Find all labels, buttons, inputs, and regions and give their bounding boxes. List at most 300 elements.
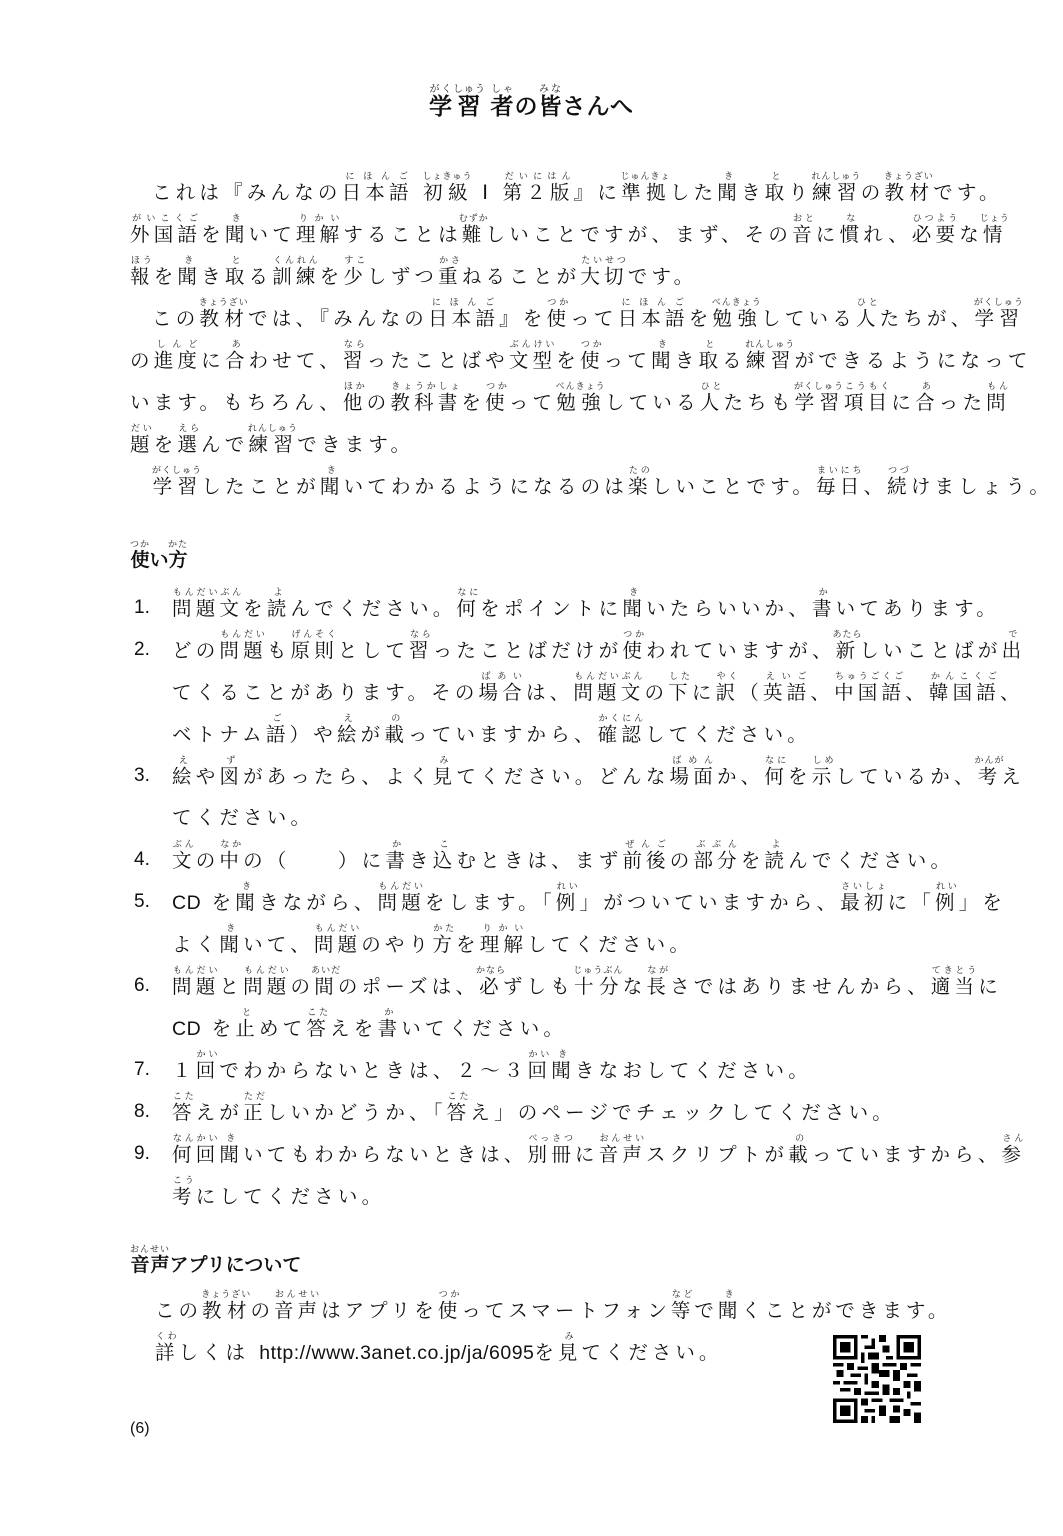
- text-run: が: [360, 723, 385, 746]
- ruby-word: 取と: [698, 340, 723, 372]
- ruby-word: 聞き: [235, 882, 259, 914]
- usage-item-6: [172, 966, 1002, 1007]
- ruby-word: 合あ: [915, 382, 939, 414]
- ruby-word: 適当てきとう: [930, 966, 979, 998]
- usage-item-2-line3: [172, 714, 932, 755]
- ruby-word: 問もん: [986, 382, 1010, 414]
- ruby-word: 場合ばあい: [478, 672, 526, 704]
- usage-item-7: [172, 1050, 932, 1091]
- ruby-word: 訓練くんれん: [272, 256, 320, 288]
- text-run: たちも: [723, 391, 795, 414]
- intro-p1-line2: [130, 214, 1010, 255]
- text-run: Ⅰ: [471, 181, 503, 204]
- ruby-word: 間あいだ: [311, 966, 342, 998]
- ruby-word: 場面ばめん: [669, 756, 717, 788]
- text-run: ったことばだけが: [432, 639, 623, 662]
- text-run: さんへ: [562, 94, 635, 120]
- usage-item-3-line2: [172, 798, 932, 838]
- text-run: ずしも: [502, 975, 574, 998]
- ruby-word: 重かさ: [438, 256, 462, 288]
- text-run: に: [891, 391, 916, 414]
- text-run: んでください。: [290, 597, 457, 620]
- ruby-word: 項目こうもく: [843, 382, 892, 414]
- usage-item-1: [172, 588, 1000, 629]
- text-run: CD: [172, 892, 202, 914]
- ruby-word: 見み: [557, 1332, 582, 1364]
- ruby-word: 習しゅう: [452, 84, 486, 120]
- ruby-word: 文型ぶんけい: [508, 340, 557, 372]
- usage-item-8: [172, 1092, 932, 1133]
- ruby-word: 聞き: [224, 214, 249, 246]
- ruby-word: 慣な: [839, 214, 864, 246]
- text-run: を: [153, 433, 178, 456]
- text-run: でわからないときは、２～３: [219, 1059, 528, 1082]
- ruby-word: 考こう: [172, 1176, 196, 1208]
- ruby-word: 問題もんだい: [243, 966, 291, 998]
- text-run: に: [574, 1143, 599, 1166]
- text-run: の（ ）に: [243, 849, 386, 872]
- ruby-word: 問題もんだい: [313, 924, 362, 956]
- ruby-word: 使つか: [130, 540, 151, 571]
- ruby-word: 教材きょうざい: [198, 298, 249, 330]
- text-run: んでください。: [788, 849, 955, 872]
- text-run: を: [534, 1341, 558, 1364]
- ruby-word: 下した: [668, 672, 692, 704]
- text-run: か、: [716, 765, 765, 788]
- ruby-word: 合あ: [224, 340, 249, 372]
- item-number: 3.: [134, 765, 150, 786]
- text-run: を: [461, 391, 486, 414]
- ruby-word: 止と: [235, 1008, 259, 1040]
- ruby-word: 回かい: [195, 1050, 220, 1082]
- ruby-word: 楽たの: [627, 466, 652, 498]
- audio-app-line1: [155, 1290, 951, 1331]
- text-run: る: [722, 349, 746, 372]
- text-run: き: [201, 265, 225, 288]
- intro-p1-line3: [130, 256, 930, 297]
- qr-code-icon: [833, 1335, 921, 1423]
- usage-item-2: [172, 630, 1026, 671]
- text-run: いて: [248, 223, 296, 246]
- text-run: CD: [172, 1018, 202, 1040]
- text-run: スクリプトが: [646, 1143, 789, 1166]
- text-run: いたらいいか、: [646, 597, 812, 620]
- ruby-word: 別冊べっさつ: [527, 1134, 575, 1166]
- ruby-word: 使つか: [579, 340, 604, 372]
- ruby-word: 新あたら: [832, 630, 863, 662]
- ruby-word: 使つか: [622, 630, 647, 662]
- text-run: 』を: [499, 307, 547, 330]
- text-run: と: [219, 975, 244, 998]
- ruby-word: 長なが: [646, 966, 671, 998]
- text-run: を: [243, 597, 267, 620]
- ruby-word: 習なら: [409, 630, 433, 662]
- text-run: があったら、よく: [243, 765, 433, 788]
- ruby-word: 正ただ: [243, 1092, 267, 1124]
- ruby-word: 読よ: [266, 588, 291, 620]
- text-run: のポーズは、: [337, 975, 480, 998]
- ruby-word: 学がく: [428, 84, 453, 120]
- ruby-word: 人ひと: [699, 382, 724, 414]
- ruby-word: 書か: [811, 588, 836, 620]
- text-run: ）や: [289, 723, 337, 746]
- text-run: では、『みんなの: [248, 307, 428, 330]
- ruby-word: 問題もんだい: [219, 630, 267, 662]
- ruby-word: 日本語にほんご: [617, 298, 689, 330]
- ruby-word: 読よ: [764, 840, 789, 872]
- text-run: している: [604, 391, 700, 414]
- text-run: できます。: [297, 433, 415, 456]
- ruby-word: 勉強べんきょう: [555, 382, 606, 414]
- ruby-word: 書か: [385, 840, 410, 872]
- text-run: えが: [195, 1101, 244, 1124]
- ruby-word: 必要ひつよう: [911, 214, 960, 246]
- text-run: ねることが: [461, 265, 581, 288]
- text-run: この: [152, 307, 200, 330]
- usage-item-2-line2: [172, 672, 1024, 713]
- text-run: めて: [258, 1017, 307, 1040]
- ruby-word: 第２版だいにはん: [502, 172, 574, 204]
- ruby-word: 問題文もんだいぶん: [573, 672, 645, 704]
- ruby-word: 方かた: [432, 924, 457, 956]
- text-run: を: [201, 1017, 236, 1040]
- text-run: １: [172, 1059, 196, 1082]
- ruby-word: 選えら: [177, 424, 202, 456]
- text-run: き: [674, 349, 699, 372]
- text-run: しくは: [178, 1341, 260, 1364]
- url-link[interactable]: http://www.3anet.co.jp/ja/6095: [259, 1342, 535, 1364]
- text-run: に: [978, 975, 1002, 998]
- text-run: たちが、: [879, 307, 975, 330]
- ruby-word: 訳やく: [715, 672, 740, 704]
- text-run: てくることがあります。その: [172, 681, 479, 704]
- text-run: の: [195, 849, 220, 872]
- ruby-word: 準拠じゅんきょ: [620, 172, 671, 204]
- usage-item-9-line2: [172, 1176, 932, 1217]
- text-run: る: [248, 265, 273, 288]
- ruby-word: 部分ぶぶん: [693, 840, 741, 872]
- text-run: てください。: [581, 1341, 723, 1364]
- ruby-word: 日本語にほんご: [427, 298, 500, 330]
- ruby-word: 少すこ: [343, 256, 368, 288]
- ruby-word: 図ず: [219, 756, 244, 788]
- ruby-word: 練習れんしゅう: [811, 172, 862, 204]
- text-run: えを: [330, 1017, 378, 1040]
- ruby-word: 聞き: [651, 340, 675, 372]
- ruby-word: 教材きょうざい: [201, 1290, 252, 1322]
- ruby-word: 音声おんせい: [274, 1290, 322, 1322]
- ruby-word: 示しめ: [811, 756, 836, 788]
- text-run: きながら、: [258, 891, 378, 914]
- text-run: や: [195, 765, 220, 788]
- ruby-word: 確認かくにん: [597, 714, 646, 746]
- text-run: アプリについて: [169, 1254, 302, 1276]
- text-run: むときは、まず: [456, 849, 623, 872]
- ruby-word: 問題もんだい: [172, 966, 220, 998]
- text-run: の: [290, 975, 315, 998]
- text-run: しいことです。: [651, 475, 817, 498]
- ruby-word: 最初さいしょ: [840, 882, 888, 914]
- item-number: 5.: [134, 891, 150, 912]
- ruby-word: 聞き: [219, 924, 244, 956]
- ruby-word: 皆みな: [538, 84, 563, 120]
- intro-p2-line2: [130, 340, 1032, 381]
- text-run: を: [201, 891, 236, 914]
- text-run: 、: [810, 681, 835, 704]
- text-run: え」のページでチェックしてください。: [470, 1101, 897, 1124]
- text-run: しいかどうか、「: [266, 1101, 447, 1124]
- ruby-word: 前後ぜんご: [622, 840, 670, 872]
- ruby-word: 初級しょきゅう: [422, 172, 473, 204]
- text-run: することは: [343, 223, 462, 246]
- text-run: の: [250, 1299, 275, 1322]
- ruby-word: 外国語がいこくご: [130, 214, 202, 246]
- intro-p3-line1: [130, 466, 1054, 507]
- text-run: いて、: [243, 933, 314, 956]
- text-run: の: [130, 349, 154, 372]
- text-run: な: [959, 223, 983, 246]
- ruby-word: 問題もんだい: [377, 882, 425, 914]
- text-run: 」がついていますから、: [579, 891, 841, 914]
- ruby-word: 題だい: [130, 424, 154, 456]
- intro-p2-line3: [130, 382, 1010, 423]
- ruby-word: 英語えいご: [762, 672, 811, 704]
- text-run: のやり: [361, 933, 433, 956]
- text-run: き: [409, 849, 433, 872]
- text-run: いてあります。: [835, 597, 1000, 620]
- text-run: って: [603, 349, 652, 372]
- text-run: 、: [905, 681, 929, 704]
- text-run: くことができます。: [741, 1299, 952, 1322]
- ruby-word: 必かなら: [476, 966, 507, 998]
- ruby-word: 例れい: [935, 882, 959, 914]
- text-run: の: [669, 849, 694, 872]
- text-run: （: [739, 681, 763, 704]
- ruby-word: 人ひと: [855, 298, 880, 330]
- text-run: 」を: [958, 891, 1007, 914]
- text-run: したことが: [201, 475, 320, 498]
- usage-item-9: [172, 1134, 1026, 1175]
- audio-app-line2: [155, 1332, 722, 1373]
- ruby-word: 使つか: [546, 298, 571, 330]
- text-run: っていますから、: [408, 723, 598, 746]
- ruby-word: 続つづ: [887, 466, 911, 498]
- ruby-word: 十分じゅうぶん: [573, 966, 624, 998]
- ruby-word: 使つか: [485, 382, 509, 414]
- ruby-word: 詳くわ: [155, 1332, 179, 1364]
- ruby-word: 参さん: [1001, 1134, 1026, 1166]
- ruby-word: 絵え: [172, 756, 196, 788]
- text-run: これは『みんなの: [152, 181, 342, 204]
- text-run: って: [508, 391, 557, 414]
- ruby-word: 日本語にほんご: [341, 172, 413, 204]
- ruby-word: 聞き: [219, 1134, 244, 1166]
- text-run: を: [456, 933, 480, 956]
- ruby-word: 載の: [788, 1134, 812, 1166]
- text-run: しいことですが、まず、その: [485, 223, 793, 246]
- text-run: をポイントに: [480, 597, 623, 620]
- ruby-word: 答こた: [446, 1092, 471, 1124]
- ruby-word: 何なに: [764, 756, 789, 788]
- ruby-word: 聞き: [622, 588, 647, 620]
- page-title: [0, 84, 1063, 129]
- usage-heading: [130, 540, 188, 580]
- text-run: を: [556, 349, 580, 372]
- qr-code[interactable]: [833, 1335, 921, 1423]
- text-run: として: [337, 639, 410, 662]
- text-run: の: [860, 181, 885, 204]
- text-run: は、: [525, 681, 574, 704]
- text-run: ってスマートフォン: [461, 1299, 671, 1322]
- text-run: を: [688, 307, 713, 330]
- text-run: した: [669, 181, 718, 204]
- ruby-word: 使つか: [437, 1290, 462, 1322]
- text-run: え: [1001, 765, 1026, 788]
- ruby-word: 教材きょうざい: [883, 172, 934, 204]
- text-run: しているか、: [835, 765, 978, 788]
- text-run: の: [366, 391, 391, 414]
- text-run: を: [153, 265, 178, 288]
- ruby-word: 他ほか: [342, 382, 367, 414]
- usage-item-3: [172, 756, 1026, 797]
- ruby-word: 音声おんせい: [130, 1245, 171, 1276]
- ruby-word: 報ほう: [130, 256, 154, 288]
- text-run: って: [570, 307, 618, 330]
- ruby-word: 学習がくしゅう: [152, 466, 203, 498]
- ruby-word: 考かんが: [974, 756, 1005, 788]
- intro-p2-line4: [130, 424, 930, 465]
- ruby-word: 文ぶん: [172, 840, 196, 872]
- text-run: を: [319, 265, 344, 288]
- text-run: に: [691, 681, 716, 704]
- ruby-word: 例れい: [555, 882, 580, 914]
- text-run: 』に: [573, 181, 622, 204]
- ruby-word: 出で: [1001, 630, 1026, 662]
- ruby-word: 理解りかい: [295, 214, 344, 246]
- ruby-word: 教科書きょうかしょ: [390, 382, 462, 414]
- text-run: を: [201, 223, 225, 246]
- text-run: に: [815, 223, 840, 246]
- ruby-word: 練習れんしゅう: [745, 340, 796, 372]
- ruby-word: 学習がくしゅう: [973, 298, 1024, 330]
- text-run: けましょう。: [910, 475, 1054, 498]
- item-number: 1.: [134, 597, 150, 618]
- usage-item-5: [172, 882, 1007, 923]
- text-run: れ、: [863, 223, 912, 246]
- text-run: よく: [172, 933, 220, 956]
- text-run: き: [740, 181, 765, 204]
- text-run: った: [938, 391, 987, 414]
- ruby-word: 問題文もんだいぶん: [172, 588, 244, 620]
- text-run: います。もちろん、: [130, 391, 343, 414]
- ruby-word: 理解りかい: [479, 924, 528, 956]
- ruby-word: 何回なんかい: [172, 1134, 220, 1166]
- ruby-word: 原則げんそく: [290, 630, 338, 662]
- text-run: てください。どんな: [456, 765, 670, 788]
- text-run: に: [201, 349, 225, 372]
- ruby-word: 回かい: [527, 1050, 552, 1082]
- item-number: 7.: [134, 1059, 150, 1080]
- ruby-word: 勉強べんきょう: [711, 298, 762, 330]
- text-run: いてください。: [401, 1017, 568, 1040]
- ruby-word: 習なら: [342, 340, 367, 372]
- text-run: をします。「: [424, 891, 556, 914]
- text-run: しずつ: [367, 265, 439, 288]
- ruby-word: 聞き: [319, 466, 344, 498]
- ruby-word: 込こ: [432, 840, 457, 872]
- text-run: い: [149, 549, 169, 571]
- text-run: しいことばが: [859, 639, 1002, 662]
- ruby-word: 語ご: [265, 714, 290, 746]
- ruby-word: 方かた: [168, 540, 189, 571]
- intro-p2-line1: [130, 298, 1024, 339]
- item-number: 4.: [134, 849, 150, 870]
- text-run: いてもわからないときは、: [243, 1143, 528, 1166]
- page-number: (6): [130, 1420, 150, 1437]
- text-run: も: [266, 639, 291, 662]
- text-run: に「: [887, 891, 936, 914]
- text-run: ったことばや: [366, 349, 509, 372]
- text-run: んで: [201, 433, 249, 456]
- text-run: で: [694, 1299, 718, 1322]
- ruby-word: 進度しんど: [153, 340, 202, 372]
- text-run: どの: [172, 639, 220, 662]
- ruby-word: 中なか: [219, 840, 244, 872]
- usage-item-6-line2: [172, 1008, 932, 1049]
- text-run: さではありませんから、: [670, 975, 931, 998]
- text-run: の: [644, 681, 669, 704]
- ruby-word: 情じょう: [979, 214, 1010, 246]
- ruby-word: 取と: [764, 172, 789, 204]
- ruby-word: 学習がくしゅう: [793, 382, 844, 414]
- usage-item-5-line2: [172, 924, 932, 965]
- ruby-word: 音おと: [792, 214, 816, 246]
- text-run: を: [788, 765, 812, 788]
- text-run: はアプリを: [321, 1299, 438, 1322]
- text-run: してください。: [645, 723, 811, 746]
- text-run: ベトナム: [172, 723, 266, 746]
- text-run: この: [155, 1299, 203, 1322]
- ruby-word: 韓国語かんこくご: [928, 672, 1001, 704]
- text-run: です。: [627, 265, 698, 288]
- text-run: 、: [863, 475, 888, 498]
- text-run: です。: [933, 181, 1003, 204]
- text-run: にしてください。: [195, 1185, 386, 1208]
- ruby-word: 毎日まいにち: [816, 466, 864, 498]
- text-run: の: [514, 94, 539, 120]
- ruby-word: 見み: [432, 756, 457, 788]
- text-run: わせて、: [248, 349, 343, 372]
- ruby-word: 大切たいせつ: [580, 256, 628, 288]
- ruby-word: 練習れんしゅう: [247, 424, 298, 456]
- text-run: な: [622, 975, 647, 998]
- text-run: われていますが、: [646, 639, 836, 662]
- usage-item-4: [172, 840, 955, 881]
- ruby-word: 書か: [377, 1008, 402, 1040]
- ruby-word: 載の: [384, 714, 409, 746]
- ruby-word: 等など: [670, 1290, 695, 1322]
- text-run: てください。: [172, 806, 315, 829]
- text-run: きなおしてください。: [574, 1059, 812, 1082]
- ruby-word: 答こた: [172, 1092, 196, 1124]
- ruby-word: 聞き: [717, 172, 741, 204]
- item-number: 8.: [134, 1101, 150, 1122]
- ruby-word: 答こた: [306, 1008, 331, 1040]
- text-run: っていますから、: [811, 1143, 1002, 1166]
- ruby-word: 絵え: [336, 714, 361, 746]
- ruby-word: 聞き: [717, 1290, 742, 1322]
- ruby-word: 聞き: [177, 256, 202, 288]
